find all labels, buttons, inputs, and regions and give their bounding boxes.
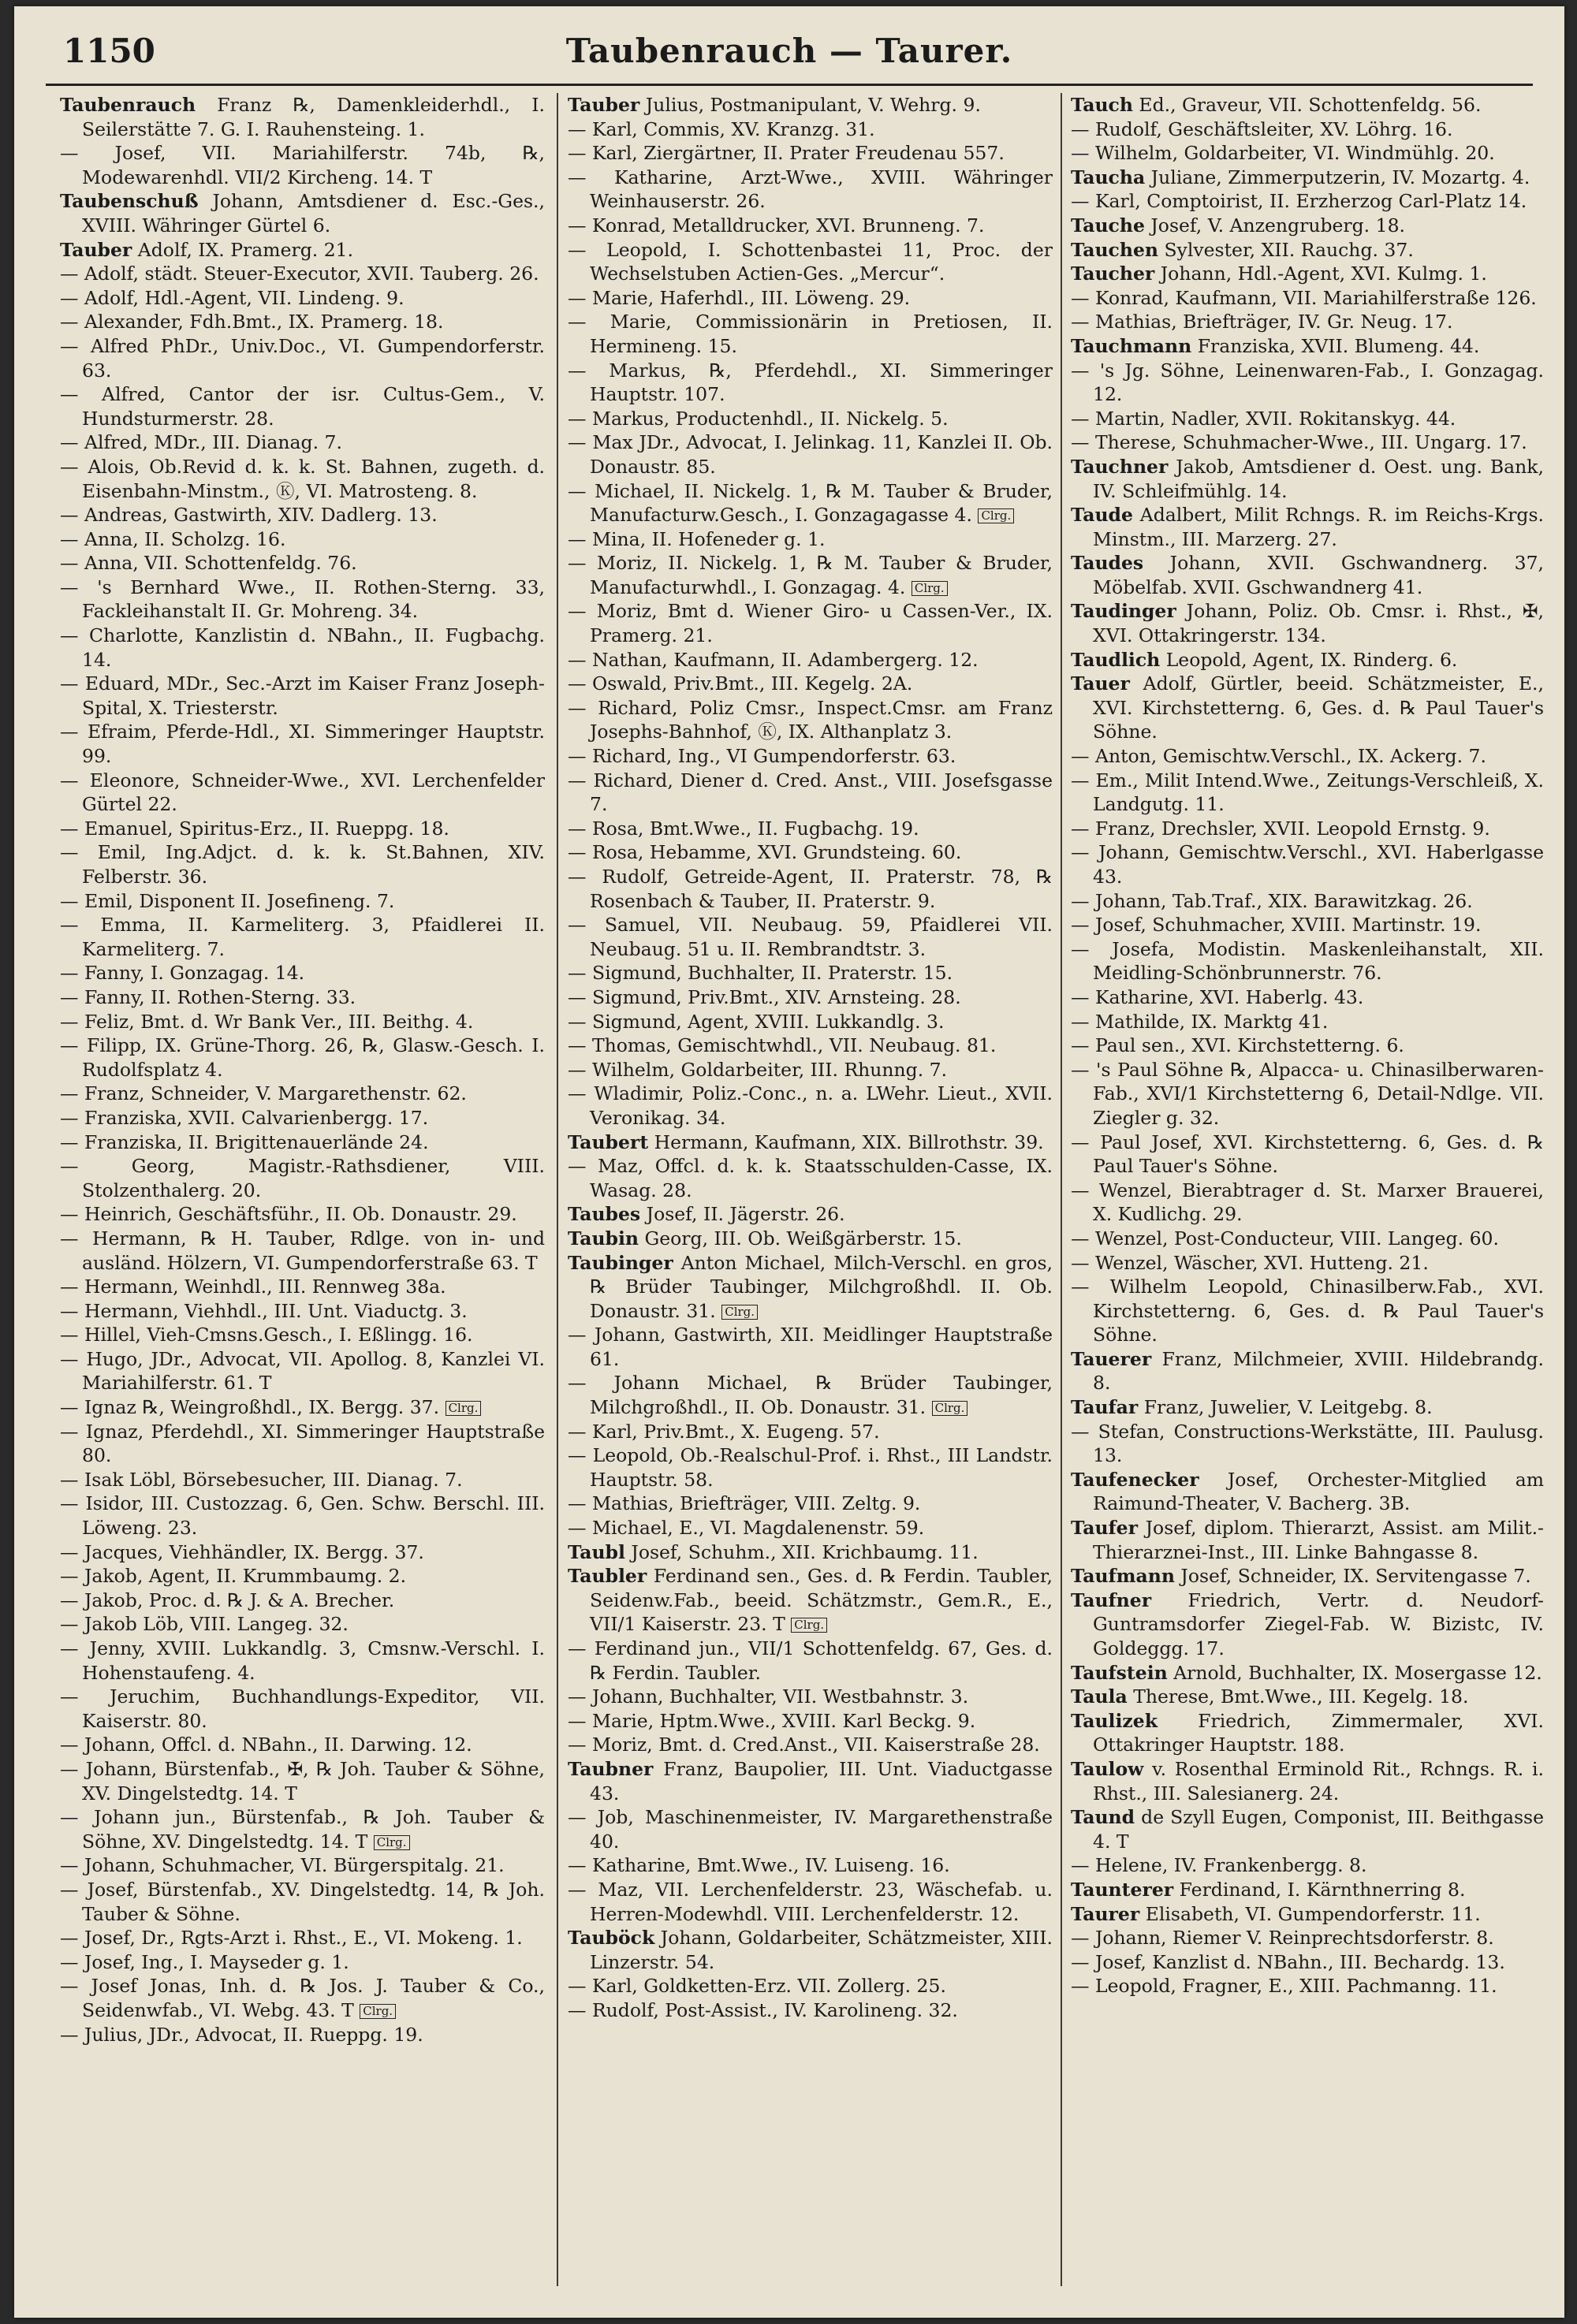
directory-entry: — Johann, Gastwirth, XII. Meidlinger Hauptstraße 61. (568, 1324, 1053, 1370)
directory-entry: — Job, Maschinenmeister, IV. Margarethenstraße 40. (568, 1806, 1053, 1853)
directory-entry: — Moriz, Bmt. d. Cred.Anst., VII. Kaiserstraße 28. (568, 1734, 1040, 1756)
directory-entry: Tauber Adolf, IX. Pramerg. 21. (60, 238, 354, 261)
directory-entry: — Rosa, Hebamme, XVI. Grundsteing. 60. (568, 841, 962, 864)
surname-heading: Taulow (1071, 1757, 1144, 1780)
surname-heading: Taudes (1071, 552, 1144, 575)
directory-entry: — Konrad, Kaufmann, VII. Mariahilferstraße 126. (1071, 286, 1537, 309)
surname-heading: Taubes (568, 1203, 641, 1226)
directory-entry: Tauchner Jakob, Amtsdiener d. Oest. ung. Bank, IV. Schleifmühlg. 14. (1071, 455, 1544, 502)
directory-entry: — Jakob, Agent, II. Krummbaumg. 2. (60, 1565, 407, 1588)
directory-entry: — Sigmund, Agent, XVIII. Lukkandlg. 3. (568, 1010, 945, 1033)
directory-entry: — Ignaz, Pferdehdl., XI. Simmeringer Hauptstraße 80. (60, 1420, 545, 1467)
directory-entry: Taubner Franz, Baupolier, III. Unt. Viaductgasse 43. (568, 1757, 1053, 1804)
directory-entry: — Stefan, Constructions-Werkstätte, III. Paulusg. 13. (1071, 1420, 1544, 1467)
directory-entry: — Anton, Gemischtw.Verschl., IX. Ackerg. 7. (1071, 745, 1486, 768)
surname-heading: Taufenecker (1071, 1468, 1199, 1491)
directory-entry: Taufenecker Josef, Orchester-Mitglied am Raimund-Theater, V. Bacherg. 3B. (1071, 1468, 1544, 1515)
directory-entry: — Franz, Schneider, V. Margarethenstr. 62. (60, 1082, 467, 1105)
directory-entry: — Hermann, Weinhdl., III. Rennweg 38a. (60, 1276, 446, 1298)
directory-entry: — Rudolf, Getreide-Agent, II. Praterstr. 78, ℞ Rosenbach & Tauber, II. Praterstr. 9. (568, 866, 1053, 912)
directory-entry: — Karl, Goldketten-Erz. VII. Zollerg. 25. (568, 1975, 946, 1998)
directory-entry: — Alois, Ob.Revid d. k. k. St. Bahnen, zugeth. d. Eisenbahn-Minstm., Ⓚ, VI. Matrosteng. 8. (60, 455, 545, 502)
directory-entry: — Johann, Bürstenfab., ✠, ℞ Joh. Tauber & Söhne, XV. Dingelstedtg. 14. T (60, 1757, 545, 1804)
directory-entry: — Rudolf, Geschäftsleiter, XV. Löhrg. 16. (1071, 117, 1453, 140)
directory-entry: Tauer Adolf, Gürtler, beeid. Schätzmeister, E., XVI. Kirchstetterng. 6, Ges. d. ℞ Paul Tauer's Söhne. (1071, 672, 1544, 743)
page-number: 1150 (63, 32, 155, 70)
directory-entry: — Wenzel, Wäscher, XVI. Hutteng. 21. (1071, 1251, 1429, 1274)
directory-entry: — Fanny, II. Rothen-Sterng. 33. (60, 985, 356, 1008)
directory-entry: — Konrad, Metalldrucker, XVI. Brunneng. 7. (568, 214, 985, 236)
directory-entry: — Emma, II. Karmeliterg. 3, Pfaidlerei II. Karmeliterg. 7. (60, 914, 545, 960)
directory-entry: Tauböck Johann, Goldarbeiter, Schätzmeister, XIII. Linzerstr. 54. (568, 1927, 1053, 1973)
directory-entry: — Hillel, Vieh-Cmsns.Gesch., I. Eßlingg. 16. (60, 1324, 473, 1346)
directory-entry: — Adolf, städt. Steuer-Executor, XVII. Tauberg. 26. (60, 263, 539, 285)
directory-entry: — Marie, Haferhdl., III. Löweng. 29. (568, 286, 911, 309)
directory-entry: Tauche Josef, V. Anzengruberg. 18. (1071, 214, 1405, 236)
directory-entry: — Karl, Priv.Bmt., X. Eugeng. 57. (568, 1420, 880, 1443)
directory-entry: — Karl, Ziergärtner, II. Prater Freudenau 557. (568, 142, 1005, 165)
column-separator (557, 93, 558, 2286)
directory-entry: — Mina, II. Hofeneder g. 1. (568, 527, 826, 550)
directory-entry: Taubl Josef, Schuhm., XII. Krichbaumg. 11. (568, 1540, 979, 1563)
directory-entry: — Fanny, I. Gonzagag. 14. (60, 962, 305, 985)
surname-heading: Taubner (568, 1757, 654, 1780)
clearing-badge: Clrg. (360, 2004, 396, 2019)
directory-entry: — Julius, JDr., Advocat, II. Rueppg. 19. (60, 2023, 423, 2046)
surname-heading: Taudinger (1071, 600, 1176, 623)
surname-heading: Tauerer (1071, 1347, 1152, 1370)
directory-entry: — Marie, Hptm.Wwe., XVIII. Karl Beckg. 9. (568, 1709, 976, 1732)
directory-entry: Taubenschuß Johann, Amtsdiener d. Esc.-Ges., XVIII. Währinger Gürtel 6. (60, 190, 545, 236)
column-3 (1071, 93, 1544, 2286)
clearing-badge: Clrg. (791, 1618, 827, 1633)
directory-entry: — Josef, VII. Mariahilferstr. 74b, ℞, Modewarenhdl. VII/2 Kircheng. 14. T (60, 142, 545, 188)
surname-heading: Taunterer (1071, 1878, 1174, 1901)
directory-entry: — Em., Milit Intend.Wwe., Zeitungs-Verschleiß, X. Landgutg. 11. (1071, 769, 1544, 816)
directory-entry: — Josef Jonas, Inh. d. ℞ Jos. J. Tauber & Co., Seidenwfab., VI. Webg. 43. T Clrg. (60, 1975, 545, 2021)
directory-entry: — Katharine, Bmt.Wwe., IV. Luiseng. 16. (568, 1854, 950, 1877)
directory-entry: Taubenrauch Franz ℞, Damenkleiderhdl., I. Seilerstätte 7. G. I. Rauhensteing. 1. (60, 94, 545, 140)
surname-heading: Taudlich (1071, 648, 1161, 671)
surname-heading: Tauböck (568, 1927, 655, 1950)
directory-entry: Taubler Ferdinand sen., Ges. d. ℞ Ferdin. Taubler, Seidenw.Fab., beeid. Schätzmstr., Gem.R., E., VII/1 Kaiserstr. 23. T Clrg. (568, 1565, 1053, 1636)
surname-heading: Taund (1071, 1806, 1135, 1829)
surname-heading: Taubl (568, 1540, 625, 1563)
directory-entry: — Franziska, II. Brigittenauerlände 24. (60, 1130, 429, 1153)
directory-entry: Tauber Julius, Postmanipulant, V. Wehrg. 9. (568, 94, 981, 116)
directory-entry: Taulow v. Rosenthal Erminold Rit., Rchngs. R. i. Rhst., III. Salesianerg. 24. (1071, 1757, 1544, 1804)
directory-entry: — Johann, Riemer V. Reinprechtsdorferstr. 8. (1071, 1927, 1494, 1950)
surname-heading: Taula (1071, 1685, 1128, 1708)
surname-heading: Taufar (1071, 1396, 1139, 1419)
clearing-badge: Clrg. (446, 1401, 482, 1416)
directory-entry: — Jeruchim, Buchhandlungs-Expeditor, VII. Kaiserstr. 80. (60, 1685, 545, 1732)
directory-entry: — Franziska, XVII. Calvarienbergg. 17. (60, 1106, 429, 1129)
directory-entry: Tauchen Sylvester, XII. Rauchg. 37. (1071, 238, 1414, 261)
directory-entry: — Rudolf, Post-Assist., IV. Karolineng. 32. (568, 1998, 958, 2021)
directory-entry: Taunterer Ferdinand, I. Kärnthnerring 8. (1071, 1878, 1466, 1901)
directory-entry: — Johann, Buchhalter, VII. Westbahnstr. 3. (568, 1685, 969, 1708)
directory-entry: Taubinger Anton Michael, Milch-Verschl. en gros, ℞ Brüder Taubinger, Milchgroßhdl. II. Ob. Donaustr. 31. Clrg. (568, 1251, 1053, 1322)
directory-entry: — Emil, Disponent II. Josefineng. 7. (60, 889, 395, 912)
directory-entry: — Josef, Bürstenfab., XV. Dingelstedtg. 14, ℞ Joh. Tauber & Söhne. (60, 1878, 545, 1925)
surname-heading: Taubenrauch (60, 94, 196, 116)
directory-entry: — Marie, Commissionärin in Pretiosen, II. Hermineng. 15. (568, 311, 1053, 357)
directory-entry: — Eleonore, Schneider-Wwe., XVI. Lerchenfelder Gürtel 22. (60, 769, 545, 816)
directory-entry: — Thomas, Gemischtwhdl., VII. Neubaug. 81. (568, 1034, 997, 1057)
directory-entry: Taudes Johann, XVII. Gschwandnerg. 37, Möbelfab. XVII. Gschwandnerg 41. (1071, 552, 1544, 598)
column-separator (1061, 93, 1062, 2286)
directory-entry: Taula Therese, Bmt.Wwe., III. Kegelg. 18. (1071, 1685, 1469, 1708)
surname-heading: Taurer (1071, 1902, 1140, 1925)
directory-entry: Tauerer Franz, Milchmeier, XVIII. Hildebrandg. 8. (1071, 1347, 1544, 1395)
directory-entry: — Moriz, II. Nickelg. 1, ℞ M. Tauber & Bruder, Manufacturwhdl., I. Gonzagag. 4. Clrg. (568, 552, 1053, 598)
header-rule (46, 84, 1533, 86)
directory-entry: — Josef, Kanzlist d. NBahn., III. Bechardg. 13. (1071, 1950, 1505, 1973)
clearing-badge: Clrg. (912, 581, 948, 596)
directory-entry: Taude Adalbert, Milit Rchngs. R. im Reichs-Krgs. Minstm., III. Marzerg. 27. (1071, 504, 1544, 550)
surname-heading: Taulizek (1071, 1709, 1158, 1732)
directory-entry: — Josef, Dr., Rgts-Arzt i. Rhst., E., VI. Mokeng. 1. (60, 1927, 523, 1950)
directory-entry: — Richard, Diener d. Cred. Anst., VIII. Josefsgasse 7. (568, 769, 1053, 816)
directory-entry: — Markus, Productenhdl., II. Nickelg. 5. (568, 407, 949, 430)
directory-entry: — Paul sen., XVI. Kirchstetterng. 6. (1071, 1034, 1404, 1057)
column-2 (568, 93, 1053, 2286)
directory-entry: — Josef, Schuhmacher, XVIII. Martinstr. 19. (1071, 914, 1482, 937)
directory-entry: — Jakob Löb, VIII. Langeg. 32. (60, 1613, 349, 1636)
directory-entry: — Helene, IV. Frankenbergg. 8. (1071, 1854, 1367, 1877)
directory-entry: Taucher Johann, Hdl.-Agent, XVI. Kulmg. 1. (1071, 263, 1487, 285)
directory-entry: — Heinrich, Geschäftsführ., II. Ob. Donaustr. 29. (60, 1203, 517, 1226)
directory-entry: — Rosa, Bmt.Wwe., II. Fugbachg. 19. (568, 817, 919, 840)
directory-entry: — Charlotte, Kanzlistin d. NBahn., II. Fugbachg. 14. (60, 624, 545, 671)
directory-entry: — Johann, Gemischtw.Verschl., XVI. Haberlgasse 43. (1071, 841, 1544, 888)
directory-entry: — Maz, VII. Lerchenfelderstr. 23, Wäschefab. u. Herren-Modewhdl. VIII. Lerchenfelderstr. 12. (568, 1878, 1053, 1925)
directory-entry: — Ferdinand jun., VII/1 Schottenfeldg. 67, Ges. d. ℞ Ferdin. Taubler. (568, 1637, 1053, 1684)
directory-entry: — Emil, Ing.Adjct. d. k. k. St.Bahnen, XIV. Felberstr. 36. (60, 841, 545, 888)
directory-entry: Taubert Hermann, Kaufmann, XIX. Billrothstr. 39. (568, 1130, 1044, 1153)
directory-entry: — Markus, ℞, Pferdehdl., XI. Simmeringer Hauptstr. 107. (568, 359, 1053, 406)
directory-entry: — Moriz, Bmt d. Wiener Giro- u Cassen-Ver., IX. Pramerg. 21. (568, 600, 1053, 647)
surname-heading: Taubert (568, 1130, 649, 1153)
directory-entry: — Mathias, Briefträger, IV. Gr. Neug. 17. (1071, 311, 1453, 333)
surname-heading: Tauchmann (1071, 334, 1192, 357)
surname-heading: Taucher (1071, 263, 1155, 285)
directory-entry: — 's Jg. Söhne, Leinenwaren-Fab., I. Gonzagag. 12. (1071, 359, 1544, 406)
directory-entry: — Jenny, XVIII. Lukkandlg. 3, Cmsnw.-Verschl. I. Hohenstaufeng. 4. (60, 1637, 545, 1684)
directory-entry: — Max JDr., Advocat, I. Jelinkag. 11, Kanzlei II. Ob. Donaustr. 85. (568, 431, 1053, 478)
directory-entry: — Georg, Magistr.-Rathsdiener, VIII. Stolzenthalerg. 20. (60, 1155, 545, 1201)
directory-entry: — Eduard, MDr., Sec.-Arzt im Kaiser Franz Joseph-Spital, X. Triesterstr. (60, 672, 545, 719)
directory-entry: — Johann, Tab.Traf., XIX. Barawitzkag. 26. (1071, 889, 1473, 912)
directory-entry: — Feliz, Bmt. d. Wr Bank Ver., III. Beithg. 4. (60, 1010, 474, 1033)
directory-entry: — Michael, E., VI. Magdalenenstr. 59. (568, 1517, 925, 1540)
surname-heading: Taufmann (1071, 1565, 1175, 1588)
surname-heading: Taufstein (1071, 1661, 1168, 1684)
surname-heading: Taubenschuß (60, 190, 199, 213)
directory-entry: — 's Paul Söhne ℞, Alpacca- u. Chinasilberwaren-Fab., XVI/1 Kirchstetterng 6, Detail-Ndlge. VII. Ziegler g. 32. (1071, 1058, 1544, 1129)
surname-heading: Tauchner (1071, 455, 1169, 478)
directory-entry: — Johann, Schuhmacher, VI. Bürgerspitalg. 21. (60, 1854, 505, 1877)
directory-entry: Taudlich Leopold, Agent, IX. Rinderg. 6. (1071, 648, 1458, 671)
directory-entry: — Wilhelm Leopold, Chinasilberw.Fab., XVI. Kirchstetterng. 6, Ges. d. ℞ Paul Tauer's Söhne. (1071, 1276, 1544, 1346)
directory-entry: — Leopold, Ob.-Realschul-Prof. i. Rhst., III Landstr. Hauptstr. 58. (568, 1444, 1053, 1491)
directory-entry: — Jacques, Viehhändler, IX. Bergg. 37. (60, 1540, 424, 1563)
directory-entry: — Emanuel, Spiritus-Erz., II. Rueppg. 18. (60, 817, 449, 840)
directory-entry: — Michael, II. Nickelg. 1, ℞ M. Tauber & Bruder, Manufacturw.Gesch., I. Gonzagagasse 4. Clrg. (568, 479, 1053, 527)
directory-entry: Taund de Szyll Eugen, Componist, III. Beithgasse 4. T (1071, 1806, 1544, 1853)
directory-entry: — Leopold, I. Schottenbastei 11, Proc. der Wechselstuben Actien-Ges. „Mercur“. (568, 238, 1053, 285)
directory-entry: — 's Bernhard Wwe., II. Rothen-Sterng. 33, Fackleihanstalt II. Gr. Mohreng. 34. (60, 575, 545, 623)
directory-entry: — Karl, Commis, XV. Kranzg. 31. (568, 117, 875, 140)
directory-entry: — Sigmund, Priv.Bmt., XIV. Arnsteing. 28. (568, 985, 961, 1008)
directory-entry: Tauchmann Franziska, XVII. Blumeng. 44. (1071, 334, 1480, 357)
directory-entry: — Mathilde, IX. Marktg 41. (1071, 1010, 1329, 1033)
directory-entry: — Johann Michael, ℞ Brüder Taubinger, Milchgroßhdl., II. Ob. Donaustr. 31. Clrg. (568, 1372, 1053, 1419)
directory-entry: — Josef, Ing., I. Mayseder g. 1. (60, 1950, 349, 1973)
directory-entry: — Franz, Drechsler, XVII. Leopold Ernstg. 9. (1071, 817, 1490, 840)
columns (46, 93, 1544, 2286)
directory-entry: — Hermann, ℞ H. Tauber, Rdlge. von in- und ausländ. Hölzern, VI. Gumpendorferstraße 63. T (60, 1227, 545, 1274)
surname-heading: Taude (1071, 504, 1133, 527)
directory-entry: Taufstein Arnold, Buchhalter, IX. Mosergasse 12. (1071, 1661, 1542, 1684)
directory-entry: Taufmann Josef, Schneider, IX. Servitengasse 7. (1071, 1565, 1531, 1588)
directory-entry: — Richard, Poliz Cmsr., Inspect.Cmsr. am Franz Josephs-Bahnhof, Ⓚ, IX. Althanplatz 3. (568, 696, 1053, 743)
directory-entry: Taubin Georg, III. Ob. Weißgärberstr. 15. (568, 1227, 962, 1250)
directory-entry: — Wenzel, Bierabtrager d. St. Marxer Brauerei, X. Kudlichg. 29. (1071, 1179, 1544, 1226)
directory-entry: — Hugo, JDr., Advocat, VII. Apollog. 8, Kanzlei VI. Mariahilferstr. 61. T (60, 1347, 545, 1395)
directory-entry: — Katharine, XVI. Haberlg. 43. (1071, 985, 1364, 1008)
surname-heading: Taubin (568, 1227, 639, 1250)
surname-heading: Tauch (1071, 94, 1133, 116)
directory-entry: Taubes Josef, II. Jägerstr. 26. (568, 1203, 845, 1226)
directory-entry: Taudinger Johann, Poliz. Ob. Cmsr. i. Rhst., ✠, XVI. Ottakringerstr. 134. (1071, 600, 1544, 647)
directory-entry: — Anna, VII. Schottenfeldg. 76. (60, 552, 357, 575)
column-1 (60, 93, 545, 2286)
page-header (46, 28, 1533, 84)
directory-entry: — Alfred, Cantor der isr. Cultus-Gem., V. Hundsturmerstr. 28. (60, 383, 545, 430)
surname-heading: Tauber (568, 94, 640, 116)
running-title: Taubenrauch — Taurer. (565, 32, 1013, 70)
directory-entry: Taucha Juliane, Zimmerputzerin, IV. Mozartg. 4. (1071, 166, 1530, 188)
directory-entry: — Nathan, Kaufmann, II. Adambergerg. 12. (568, 648, 979, 671)
directory-entry: Taufer Josef, diplom. Thierarzt, Assist. am Milit.-Thierarznei-Inst., III. Linke Bahngasse 8. (1071, 1517, 1544, 1563)
directory-entry: — Anna, II. Scholzg. 16. (60, 527, 286, 550)
directory-page (14, 6, 1564, 2318)
directory-entry: — Jakob, Proc. d. ℞ J. & A. Brecher. (60, 1588, 395, 1611)
surname-heading: Taufner (1071, 1588, 1152, 1611)
clearing-badge: Clrg. (978, 508, 1014, 523)
directory-entry: — Sigmund, Buchhalter, II. Praterstr. 15. (568, 962, 953, 985)
directory-entry: — Oswald, Priv.Bmt., III. Kegelg. 2A. (568, 672, 913, 695)
directory-entry: — Johann jun., Bürstenfab., ℞ Joh. Tauber & Söhne, XV. Dingelstedtg. 14. T Clrg. (60, 1806, 545, 1853)
directory-entry: — Paul Josef, XVI. Kirchstetterng. 6, Ges. d. ℞ Paul Tauer's Söhne. (1071, 1130, 1544, 1178)
directory-entry: Taufner Friedrich, Vertr. d. Neudorf-Guntramsdorfer Ziegel-Fab. W. Bizistc, IV. Goldeggg. 17. (1071, 1588, 1544, 1659)
directory-entry: Tauch Ed., Graveur, VII. Schottenfeldg. 56. (1071, 94, 1482, 116)
directory-entry: — Johann, Offcl. d. NBahn., II. Darwing. 12. (60, 1734, 472, 1756)
surname-heading: Taubinger (568, 1251, 673, 1274)
surname-heading: Taufer (1071, 1517, 1138, 1540)
directory-entry: — Isidor, III. Custozzag. 6, Gen. Schw. Berschl. III. Löweng. 23. (60, 1492, 545, 1540)
directory-entry: Taulizek Friedrich, Zimmermaler, XVI. Ottakringer Hauptstr. 188. (1071, 1709, 1544, 1756)
surname-heading: Taucha (1071, 166, 1146, 188)
surname-heading: Tauer (1071, 672, 1130, 695)
directory-entry: — Andreas, Gastwirth, XIV. Dadlerg. 13. (60, 504, 438, 527)
directory-entry: Taurer Elisabeth, VI. Gumpendorferstr. 11. (1071, 1902, 1481, 1925)
directory-entry: — Alexander, Fdh.Bmt., IX. Pramerg. 18. (60, 311, 444, 333)
directory-entry: — Wenzel, Post-Conducteur, VIII. Langeg. 60. (1071, 1227, 1499, 1250)
surname-heading: Tauche (1071, 214, 1145, 236)
directory-entry: — Wladimir, Poliz.-Conc., n. a. LWehr. Lieut., XVII. Veronikag. 34. (568, 1082, 1053, 1129)
directory-entry: — Efraim, Pferde-Hdl., XI. Simmeringer Hauptstr. 99. (60, 721, 545, 768)
directory-entry: — Alfred, MDr., III. Dianag. 7. (60, 431, 342, 454)
surname-heading: Tauber (60, 238, 132, 261)
directory-entry: — Filipp, IX. Grüne-Thorg. 26, ℞, Glasw.-Gesch. I. Rudolfsplatz 4. (60, 1034, 545, 1081)
directory-entry: — Isak Löbl, Börsebesucher, III. Dianag. 7. (60, 1468, 463, 1491)
directory-entry: — Therese, Schuhmacher-Wwe., III. Ungarg. 17. (1071, 431, 1527, 454)
directory-entry: — Katharine, Arzt-Wwe., XVIII. Währinger Weinhauserstr. 26. (568, 166, 1053, 213)
clearing-badge: Clrg. (721, 1305, 758, 1320)
directory-entry: — Martin, Nadler, XVII. Rokitanskyg. 44. (1071, 407, 1456, 430)
clearing-badge: Clrg. (374, 1835, 410, 1850)
directory-entry: — Karl, Comptoirist, II. Erzherzog Carl-Platz 14. (1071, 190, 1527, 213)
directory-entry: — Adolf, Hdl.-Agent, VII. Lindeng. 9. (60, 286, 405, 309)
directory-entry: — Ignaz ℞, Weingroßhdl., IX. Bergg. 37. Clrg. (60, 1395, 545, 1420)
directory-entry: — Josefa, Modistin. Maskenleihanstalt, XII. Meidling-Schönbrunnerstr. 76. (1071, 937, 1544, 985)
directory-entry: — Richard, Ing., VI Gumpendorferstr. 63. (568, 745, 956, 768)
directory-entry: — Leopold, Fragner, E., XIII. Pachmanng. 11. (1071, 1975, 1497, 1998)
directory-entry: — Maz, Offcl. d. k. k. Staatsschulden-Casse, IX. Wasag. 28. (568, 1155, 1053, 1201)
directory-entry: — Wilhelm, Goldarbeiter, III. Rhunng. 7. (568, 1058, 948, 1081)
surname-heading: Taubler (568, 1565, 647, 1588)
directory-entry: — Mathias, Briefträger, VIII. Zeltg. 9. (568, 1492, 921, 1515)
directory-entry: — Wilhelm, Goldarbeiter, VI. Windmühlg. 20. (1071, 142, 1495, 165)
directory-entry: — Alfred PhDr., Univ.Doc., VI. Gumpendorferstr. 63. (60, 334, 545, 382)
directory-entry: — Samuel, VII. Neubaug. 59, Pfaidlerei VII. Neubaug. 51 u. II. Rembrandtstr. 3. (568, 914, 1053, 960)
directory-entry: — Hermann, Viehhdl., III. Unt. Viaductg. 3. (60, 1299, 468, 1322)
surname-heading: Tauchen (1071, 238, 1158, 261)
clearing-badge: Clrg. (932, 1401, 968, 1416)
directory-entry: Taufar Franz, Juwelier, V. Leitgebg. 8. (1071, 1396, 1433, 1419)
